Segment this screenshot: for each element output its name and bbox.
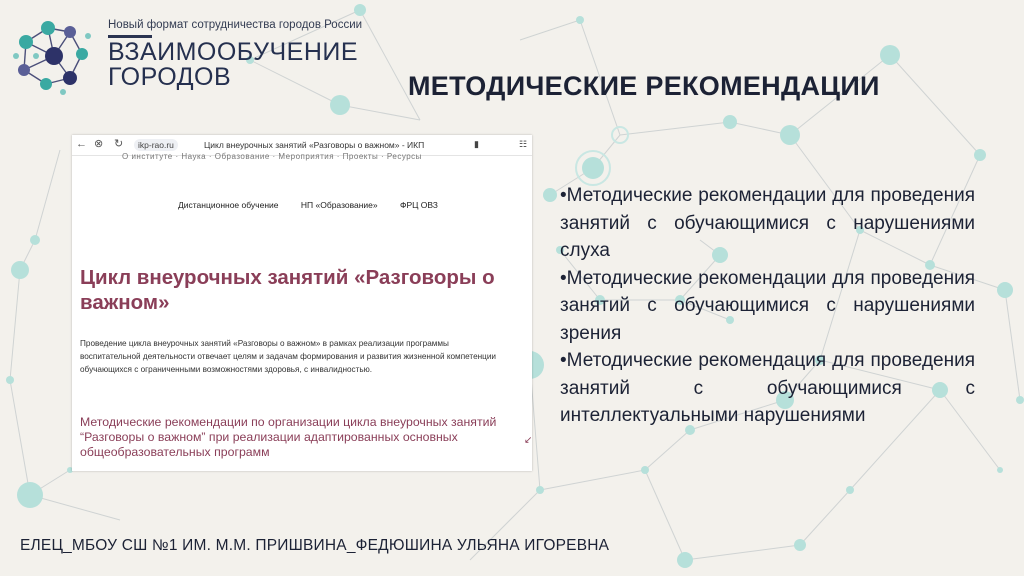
brand-tagline: Новый формат сотрудничества городов России — [108, 19, 363, 31]
list-item: •Методические рекомендации для проведения занятий с обучающимися с нарушениями зрения — [560, 267, 975, 344]
extensions-icon[interactable]: ☷ — [519, 139, 528, 149]
recommendations-list — [560, 182, 975, 430]
nav-link-np[interactable]: НП «Образование» — [300, 200, 378, 210]
reload-icon[interactable]: ↻ — [114, 138, 124, 150]
brand-title: ВЗАИМООБУЧЕНИЕ ГОРОДОВ — [108, 38, 359, 91]
slide-title: МЕТОДИЧЕСКИЕ РЕКОМЕНДАЦИИ — [408, 71, 880, 101]
browser-screenshot — [72, 135, 532, 471]
tab-title: Цикл внеурочных занятий «Разговоры о важном» - ИКП — [204, 140, 425, 150]
back-arrow-icon[interactable]: ← — [76, 138, 87, 150]
bookmark-icon[interactable]: ▮ — [474, 139, 479, 149]
cursor-icon: ↙ — [524, 435, 532, 446]
nav-link-distance[interactable]: Дистанционное обучение — [178, 200, 279, 210]
list-item: •Методические рекомендации для проведения занятий с обучающимися с нарушениями слуха — [560, 185, 975, 261]
site-secondary-nav — [178, 200, 458, 210]
forward-icon[interactable]: ⊗ — [94, 138, 104, 150]
nav-link-frc[interactable]: ФРЦ ОВЗ — [400, 200, 438, 210]
site-paragraph: Проведение цикла внеурочных занятий «Разговоры о важном» в рамках реализации программы воспитательной деятельности отвечает целям и задачам формирования и развития жизненной компетенции обучающихся с ограниченными возможностями здоровья, с инвалидностью. — [80, 339, 496, 374]
site-document-link[interactable]: Методические рекомендации по организации цикла внеурочных занятий “Разговоры о важном” при реализации адаптированных основных общеобразовательных программ — [80, 415, 497, 459]
address-bar[interactable]: ikp-rao.ru — [134, 139, 178, 151]
logo-molecule-icon — [8, 12, 96, 100]
author-footer: ЕЛЕЦ_МБОУ СШ №1 ИМ. М.М. ПРИШВИНА_ФЕДЮШИНА УЛЬЯНА ИГОРЕВНА — [20, 537, 610, 554]
site-page-heading: Цикл внеурочных занятий «Разговоры о важном» — [80, 266, 495, 314]
list-item: •Методические рекомендация для проведения занятий с обучающимися с интеллектуальными нарушениями — [560, 350, 975, 426]
site-top-menu: О институте · Наука · Образование · Мероприятия · Проекты · Ресурсы — [122, 152, 422, 161]
